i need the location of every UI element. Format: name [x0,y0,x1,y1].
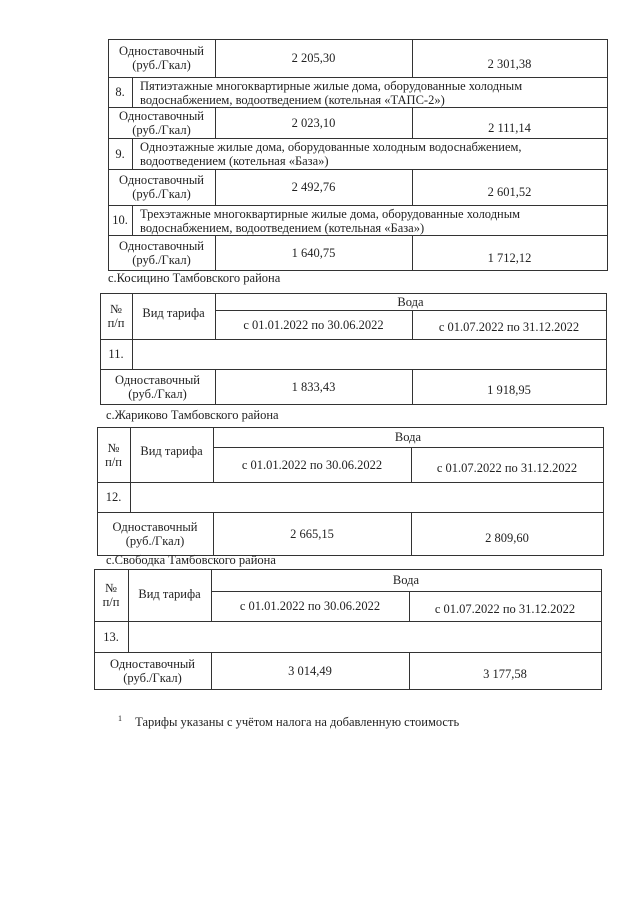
table-row [100,369,215,404]
tariff-value-period1: 3 014,49 [288,663,332,678]
footnote [118,714,598,732]
table-row [97,512,213,555]
tariff-value-period2: 2 809,60 [485,530,529,545]
header-number [100,293,132,339]
header-number-abbr: п/п [102,595,120,609]
table-row [108,107,215,138]
description-line: водоснабжением, водоотведением (котельная «База») [140,221,425,235]
tariff-label: Одноставочный [119,238,204,253]
row-number: 9. [115,146,125,161]
tariff-unit: (руб./Гкал) [132,58,191,72]
tariff-value-period1: 2 023,10 [291,115,336,130]
tariff-unit: (руб./Гкал) [125,533,185,548]
header-number-abbr: п/п [105,454,122,469]
header-period2: с 01.07.2022 по 31.12.2022 [438,319,580,334]
header-tariff-type: Вид тарифа [138,587,201,601]
header-period2: с 01.07.2022 по 31.12.2022 [434,602,576,616]
header-number-sign: № [107,440,120,455]
tariff-value-period1: 1 640,75 [291,245,336,260]
tariff-value-period2: 1 712,12 [487,250,532,265]
header-water: Вода [397,294,424,309]
tariff-value-period2: 2 111,14 [488,120,531,135]
row-number: 10. [112,213,128,227]
row-number: 11. [108,347,124,361]
header-period2: с 01.07.2022 по 31.12.2022 [436,460,578,475]
tariff-label: Одноставочный [112,519,198,534]
tariff-value-period2: 2 601,52 [487,185,532,199]
tariff-label: Одноставочный [119,44,204,58]
header-number-sign: № [110,302,122,316]
table-row [94,652,211,689]
locality-caption: с.Свободка Тамбовского района [106,553,276,567]
description-line: Одноэтажные жилые дома, оборудованные холодным водоснабжением, [140,140,522,154]
description-line: Пятиэтажные многоквартирные жилые дома, оборудованные холодным [140,79,523,93]
footnote-text: Тарифы указаны с учётом налога на добавленную стоимость [135,715,460,730]
description-line: водоснабжением, водоотведением (котельная «ТАПС-2») [140,93,445,107]
row-number: 13. [103,629,119,644]
header-tariff-type: Вид тарифа [140,444,203,458]
table-row [108,169,215,205]
header-water: Вода [394,430,422,444]
header-period1: с 01.01.2022 по 30.06.2022 [239,599,381,613]
tariff-label: Одноставочный [119,173,204,187]
header-number [94,569,128,621]
section-description [140,79,600,107]
tariff-value-period1: 2 205,30 [291,51,336,65]
tariff-value-period2: 3 177,58 [483,666,527,681]
header-number-sign: № [105,581,117,595]
table-row [108,235,215,270]
row-number: 12. [105,490,122,504]
locality-caption: с.Жариково Тамбовского района [106,408,279,422]
tariff-unit: (руб./Гкал) [132,252,191,267]
tariff-value-period1: 1 833,43 [291,379,336,394]
header-tariff-type: Вид тарифа [142,306,205,320]
tariff-unit: (руб./Гкал) [128,386,187,401]
footnote-mark: 1 [118,714,122,723]
description-line: водоотведением (котельная «База») [140,154,329,168]
header-water: Вода [392,573,420,587]
tariff-value-period2: 2 301,38 [487,57,532,71]
header-period1: с 01.01.2022 по 30.06.2022 [241,457,383,472]
tariff-value-period1: 2 492,76 [291,180,336,194]
row-number: 8. [115,85,125,99]
tariff-value-period1: 2 665,15 [290,526,334,541]
tariff-unit: (руб./Гкал) [123,670,182,685]
tariff-label: Одноставочный [110,656,195,671]
header-period1: с 01.01.2022 по 30.06.2022 [243,317,384,332]
table-row [108,39,215,77]
tariff-value-period2: 1 918,95 [487,382,531,397]
header-number-abbr: п/п [107,316,125,330]
section-description [140,140,600,169]
header-number [97,427,130,482]
section-description [140,207,600,235]
tariff-label: Одноставочный [119,108,204,123]
tariff-label: Одноставочный [115,372,200,387]
tariff-unit: (руб./Гкал) [132,187,191,201]
description-line: Трехэтажные многоквартирные жилые дома, оборудованные холодным [140,207,521,221]
tariff-unit: (руб./Гкал) [132,122,191,137]
locality-caption: с.Косицино Тамбовского района [108,271,281,285]
